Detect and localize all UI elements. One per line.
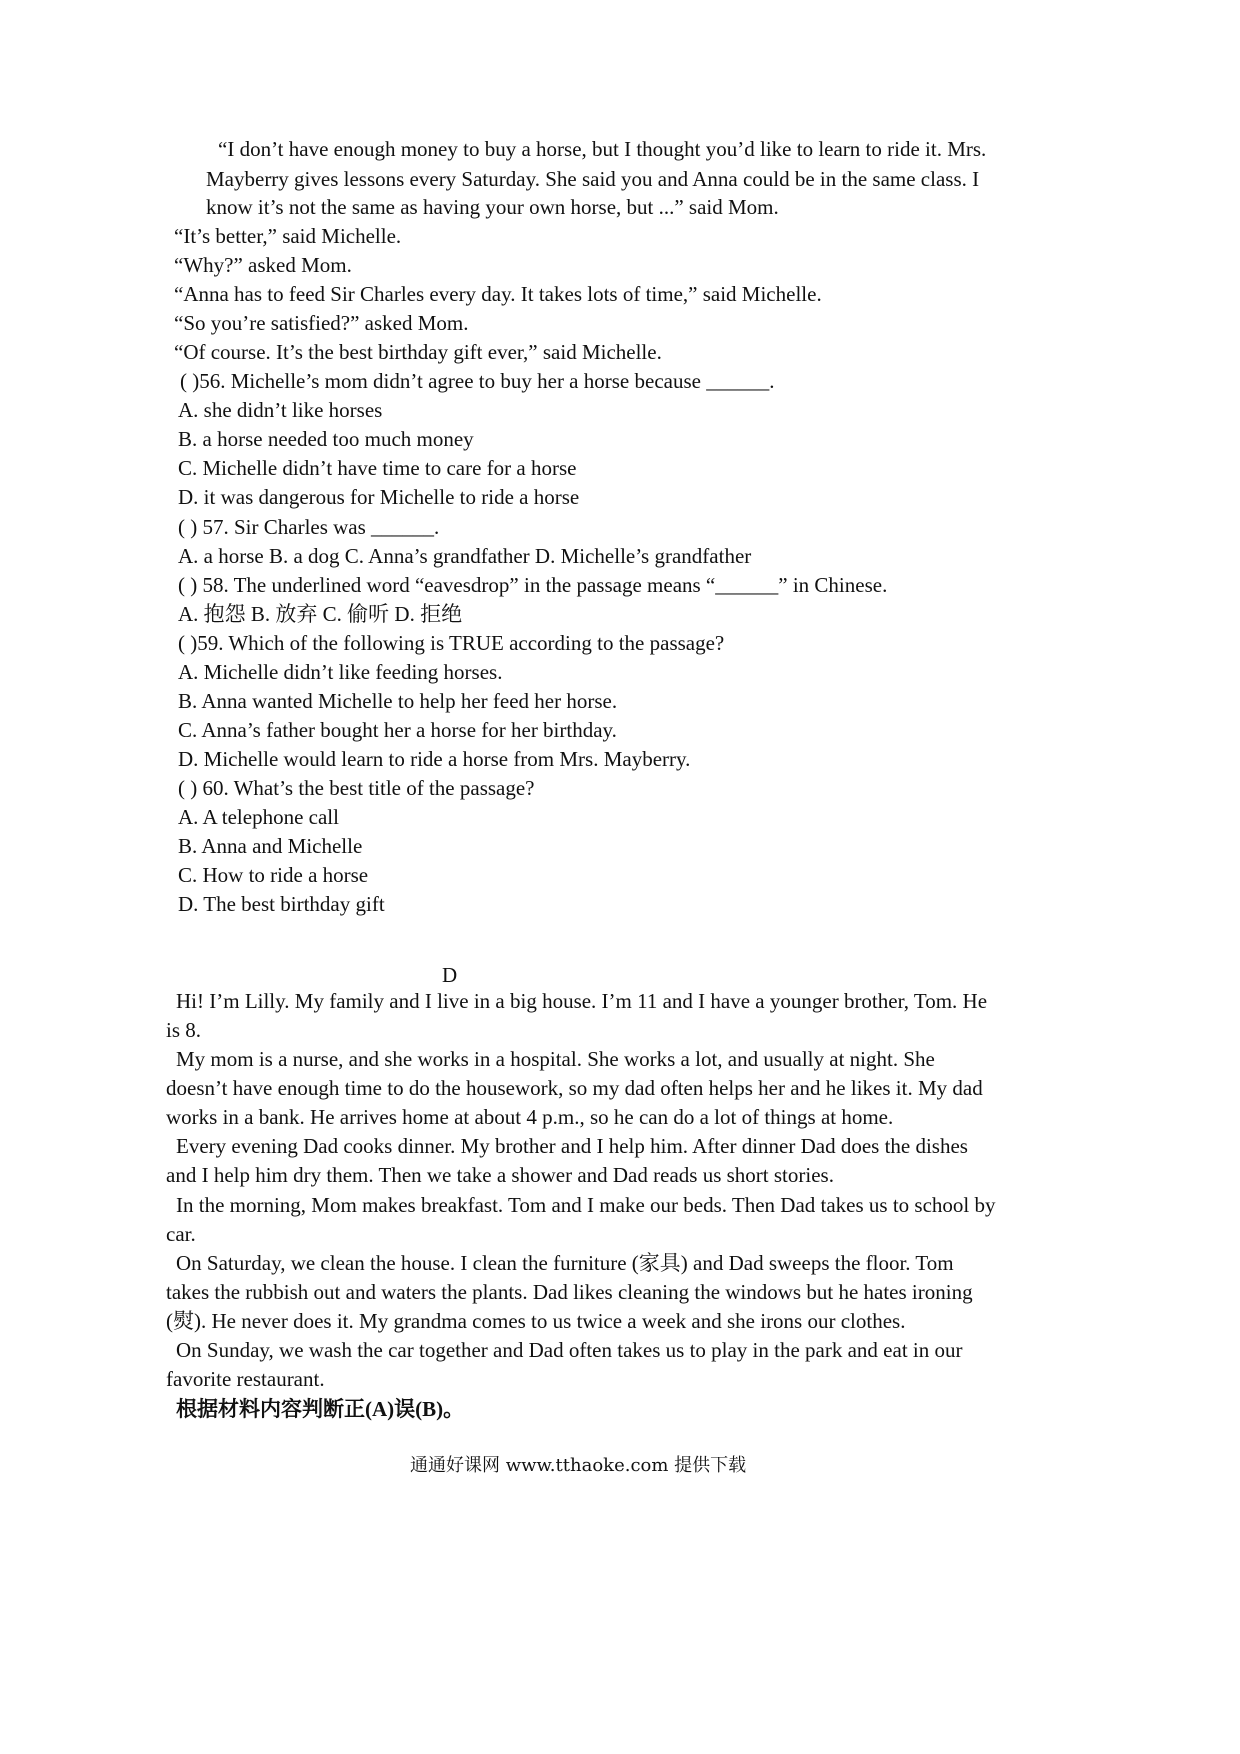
passage-line: favorite restaurant.	[166, 1367, 325, 1391]
passage-line: and I help him dry them. Then we take a shower and Dad reads us short stories.	[166, 1163, 834, 1187]
question-stem: ( ) 58. The underlined word “eavesdrop” in the passage means “______” in Chinese.	[178, 573, 888, 597]
mom-quote-line-1: “I don’t have enough money to buy a horse, but I thought you’d like to learn to ride it. Mrs.	[218, 137, 987, 161]
answer-option: D. The best birthday gift	[178, 892, 385, 916]
passage-line: On Sunday, we wash the car together and Dad often takes us to play in the park and eat in our	[176, 1338, 963, 1362]
passage-line: On Saturday, we clean the house. I clean the furniture (家具) and Dad sweeps the floor. Tom	[176, 1251, 954, 1275]
dialogue-line: “Anna has to feed Sir Charles every day. It takes lots of time,” said Michelle.	[174, 282, 822, 306]
answer-option: A. she didn’t like horses	[178, 398, 383, 422]
mom-quote-line-3: know it’s not the same as having your own horse, but ...” said Mom.	[206, 195, 779, 219]
passage-line: doesn’t have enough time to do the housework, so my dad often helps her and he likes it. My dad	[166, 1076, 983, 1100]
mom-quote-line-2: Mayberry gives lessons every Saturday. She said you and Anna could be in the same class. I	[206, 167, 980, 191]
answer-option: B. Anna wanted Michelle to help her feed her horse.	[178, 689, 618, 713]
answer-option: C. Anna’s father bought her a horse for her birthday.	[178, 718, 617, 742]
question-stem: ( )56. Michelle’s mom didn’t agree to buy her a horse because ______.	[180, 369, 775, 393]
question-stem: ( )59. Which of the following is TRUE according to the passage?	[178, 631, 725, 655]
passage-line: is 8.	[166, 1018, 202, 1042]
passage-line: In the morning, Mom makes breakfast. Tom and I make our beds. Then Dad takes us to school by	[176, 1193, 996, 1217]
question-stem: ( ) 57. Sir Charles was ______.	[178, 515, 440, 539]
dialogue-line: “So you’re satisfied?” asked Mom.	[174, 311, 469, 335]
section-heading: D	[442, 963, 458, 987]
passage-line: (熨). He never does it. My grandma comes to us twice a week and she irons our clothes.	[166, 1309, 906, 1333]
passage-line: Hi! I’m Lilly. My family and I live in a big house. I’m 11 and I have a younger brother, Tom. He	[176, 989, 988, 1013]
answer-option: A. A telephone call	[178, 805, 339, 829]
dialogue-line: “It’s better,” said Michelle.	[174, 224, 402, 248]
passage-line: works in a bank. He arrives home at about 4 p.m., so he can do a lot of things at home.	[166, 1105, 894, 1129]
passage-line: takes the rubbish out and waters the plants. Dad likes cleaning the windows but he hates ironing	[166, 1280, 973, 1304]
answer-option: A. Michelle didn’t like feeding horses.	[178, 660, 503, 684]
page-footer: 通通好课网 www.tthaoke.com 提供下载	[410, 1455, 747, 1476]
passage-line: car.	[166, 1222, 196, 1246]
passage-line: My mom is a nurse, and she works in a hospital. She works a lot, and usually at night. She	[176, 1047, 935, 1071]
answer-option: D. Michelle would learn to ride a horse from Mrs. Mayberry.	[178, 747, 691, 771]
question-stem: ( ) 60. What’s the best title of the passage?	[178, 776, 535, 800]
dialogue-line: “Of course. It’s the best birthday gift ever,” said Michelle.	[174, 340, 662, 364]
answer-options-row: A. a horse B. a dog C. Anna’s grandfather D. Michelle’s grandfather	[178, 544, 752, 568]
answer-option: C. How to ride a horse	[178, 863, 369, 887]
answer-options-row: A. 抱怨 B. 放弃 C. 偷听 D. 拒绝	[178, 602, 463, 626]
answer-option: B. Anna and Michelle	[178, 834, 363, 858]
answer-option: B. a horse needed too much money	[178, 427, 474, 451]
answer-option: C. Michelle didn’t have time to care for a horse	[178, 456, 577, 480]
true-false-instruction: 根据材料内容判断正(A)误(B)。	[176, 1397, 465, 1421]
dialogue-line: “Why?” asked Mom.	[174, 253, 352, 277]
passage-line: Every evening Dad cooks dinner. My brother and I help him. After dinner Dad does the dishes	[176, 1134, 968, 1158]
answer-option: D. it was dangerous for Michelle to ride a horse	[178, 485, 580, 509]
